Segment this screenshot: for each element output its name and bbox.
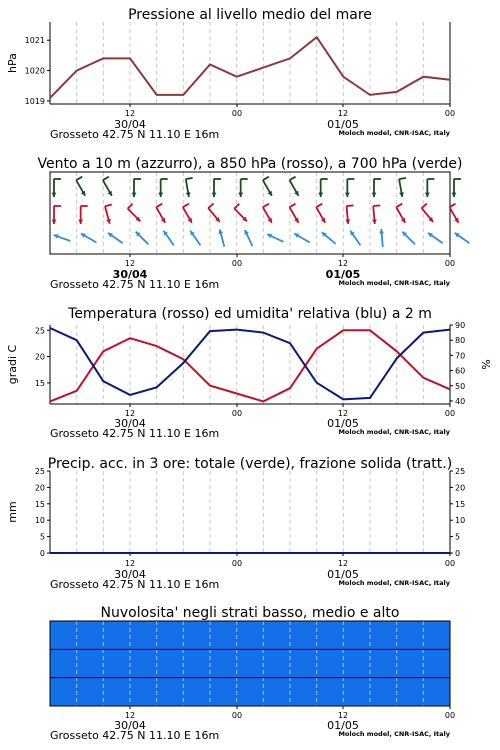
date-label: 30/04 (112, 268, 148, 281)
wind-barb-feather (290, 177, 296, 181)
panel-title: Nuvolosita' negli strati basso, medio e alto (100, 605, 400, 621)
date-label: 30/04 (114, 568, 146, 581)
x-tick-label: 00 (231, 711, 243, 720)
date-label: 01/05 (327, 417, 359, 430)
y-tick-label: 1019 (24, 96, 45, 106)
wind-barb-head (345, 219, 350, 224)
date-label: 30/04 (114, 417, 146, 430)
date-label: 01/05 (327, 719, 359, 732)
date-label: 01/05 (327, 118, 359, 131)
y-tick-label: 25 (34, 326, 45, 336)
location-label: Grosseto 42.75 N 11.10 E 16m (50, 427, 220, 440)
y-axis-label: gradi C (6, 344, 19, 385)
wind-barb-feather (263, 177, 269, 181)
pressure-line (50, 37, 450, 98)
wind-barb-head (372, 219, 377, 224)
x-tick-label: 00 (444, 259, 456, 268)
y-tick-label-right: 80 (455, 336, 466, 346)
date-label: 30/04 (114, 118, 146, 131)
wind-barb-feather (156, 204, 162, 208)
x-tick-label: 12 (124, 711, 136, 720)
wind-barb-feather (316, 204, 322, 208)
wind-barb-feather (105, 204, 112, 206)
wind-barb-feather (290, 204, 296, 208)
wind-barb-feather (183, 204, 189, 208)
y-axis-label: mm (6, 501, 19, 523)
source-label: Moloch model, CNR-ISAC, Italy (338, 730, 450, 738)
y-tick-label-right: 5 (455, 532, 461, 542)
y-tick-label: 1021 (24, 36, 45, 46)
y-tick-label: 10 (34, 516, 45, 526)
wind-barb-feather (186, 178, 193, 179)
source-label: Moloch model, CNR-ISAC, Italy (338, 428, 450, 436)
wind-barb-head (52, 220, 57, 224)
wind-barb-head (212, 193, 217, 197)
wind-barb-head (372, 193, 377, 197)
date-label: 30/04 (114, 719, 146, 732)
location-label: Grosseto 42.75 N 11.10 E 16m (50, 578, 220, 591)
wind-barb-feather (396, 204, 402, 208)
y-tick-label: 15 (34, 378, 45, 388)
wind-barb-head (132, 193, 137, 197)
y-tick-label-right: 20 (455, 483, 466, 493)
panel-title: Pressione al livello medio del mare (128, 7, 372, 23)
humidity-line (50, 328, 450, 399)
y-tick-label: 20 (34, 352, 45, 362)
x-tick-label: 12 (337, 409, 349, 418)
y-axis-label-right: % (480, 359, 493, 370)
y-tick-label-right: 70 (455, 351, 466, 361)
location-label: Grosseto 42.75 N 11.10 E 16m (50, 729, 220, 742)
x-tick-label: 12 (124, 109, 136, 118)
panel-title: Temperatura (rosso) ed umidita' relativa (blu) a 2 m (68, 306, 432, 322)
y-tick-label-right: 90 (455, 321, 466, 330)
y-tick-label-right: 25 (455, 467, 466, 476)
y-tick-label-right: 15 (455, 499, 466, 509)
x-tick-label: 00 (231, 559, 243, 568)
date-label: 01/05 (325, 268, 361, 281)
wind-barb-head (379, 229, 384, 234)
temperature-line (50, 330, 450, 401)
x-tick-label: 00 (444, 711, 456, 720)
x-tick-label: 12 (124, 259, 136, 268)
y-tick-label-right: 0 (455, 549, 461, 558)
wind-barb-head (345, 193, 350, 197)
y-tick-label: 20 (34, 483, 45, 493)
x-tick-label: 12 (124, 409, 136, 418)
x-tick-label: 00 (231, 409, 243, 418)
source-label: Moloch model, CNR-ISAC, Italy (338, 579, 450, 587)
wind-barb-head (318, 193, 323, 197)
x-tick-label: 12 (124, 559, 136, 568)
x-tick-label: 00 (231, 109, 243, 118)
x-tick-label: 12 (337, 711, 349, 720)
wind-barb-head (425, 193, 430, 197)
y-tick-label-right: 50 (455, 381, 466, 391)
location-label: Grosseto 42.75 N 11.10 E 16m (50, 128, 220, 141)
wind-barb-feather (208, 204, 213, 208)
x-tick-label: 12 (337, 559, 349, 568)
panel-title: Precip. acc. in 3 ore: totale (verde), frazione solida (tratt.) (47, 456, 453, 472)
wind-barb-feather (347, 205, 354, 206)
panel-title: Vento a 10 m (azzurro), a 850 hPa (rosso), a 700 hPa (verde) (37, 156, 463, 172)
x-tick-label: 00 (231, 259, 243, 268)
x-tick-label: 00 (444, 409, 456, 418)
location-label: Grosseto 42.75 N 11.10 E 16m (50, 278, 220, 291)
x-tick-label: 12 (337, 109, 349, 118)
y-tick-label-right: 40 (455, 396, 466, 406)
y-tick-label-right: 60 (455, 366, 466, 376)
y-tick-label: 5 (39, 532, 45, 542)
wind-barb-feather (103, 177, 109, 181)
cloud-cover-fill (50, 621, 450, 706)
source-label: Moloch model, CNR-ISAC, Italy (338, 129, 450, 137)
y-tick-label: 0 (39, 549, 45, 558)
wind-barb-head (452, 193, 457, 197)
wind-barb-feather (263, 204, 269, 208)
date-label: 01/05 (327, 568, 359, 581)
wind-barb-head (78, 220, 83, 224)
y-tick-label: 1020 (24, 66, 45, 76)
source-label: Moloch model, CNR-ISAC, Italy (338, 279, 450, 287)
wind-barb-head (158, 193, 163, 197)
wind-barb-head (238, 193, 243, 197)
y-tick-label: 15 (34, 499, 45, 509)
wind-barb-feather (373, 205, 380, 206)
y-tick-label-right: 10 (455, 516, 466, 526)
wind-barb-head (52, 193, 57, 197)
wind-barb-feather (422, 204, 427, 208)
wind-barb-feather (399, 178, 406, 179)
x-tick-label: 00 (444, 559, 456, 568)
wind-barb-feather (76, 177, 82, 181)
x-tick-label: 00 (444, 109, 456, 118)
x-tick-label: 12 (337, 259, 349, 268)
y-axis-label: hPa (6, 53, 19, 73)
y-tick-label: 25 (34, 467, 45, 476)
